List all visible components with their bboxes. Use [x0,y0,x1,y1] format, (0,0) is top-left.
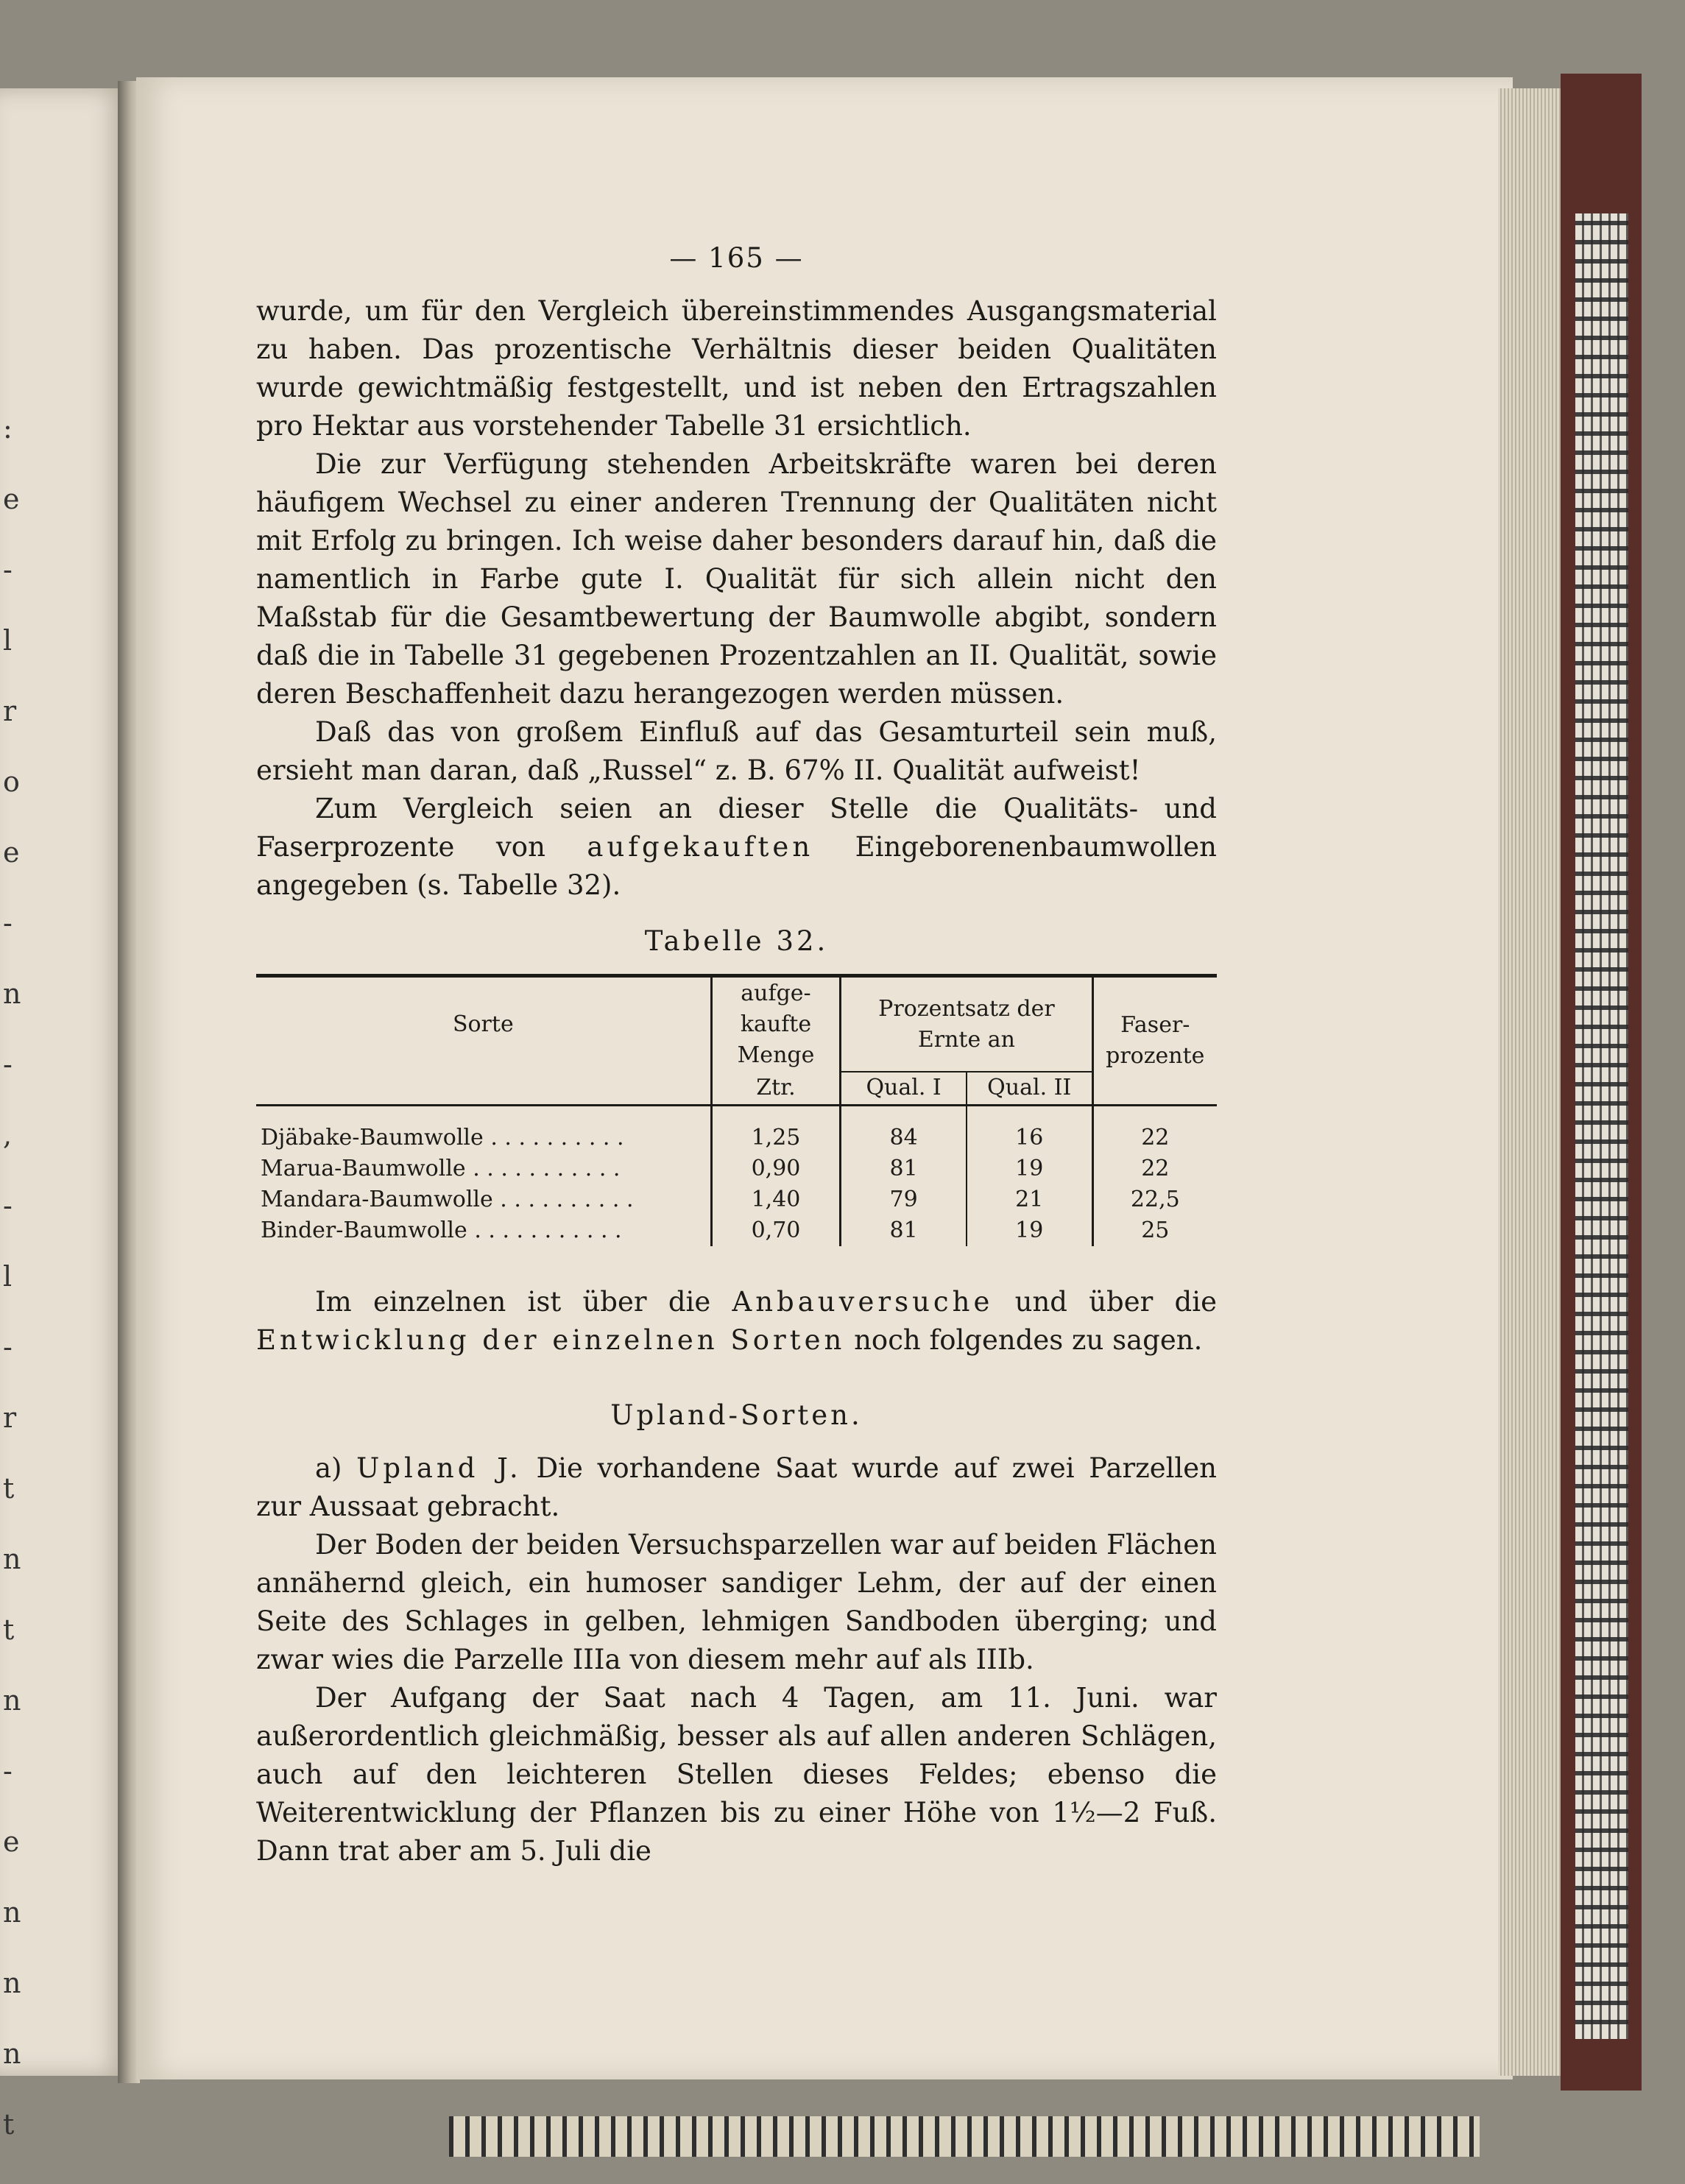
header-sorte: Sorte [452,1011,514,1037]
paragraph-8: Der Aufgang der Saat nach 4 Tagen, am 11. Juni. war außerordentlich gleichmäßig, besser als auf allen anderen Schlägen, auch auf den leichteren Stellen dieses Feldes; ebenso die Weiterentwicklung der Pflanzen bis zu einer Höhe von 1½—2 Fuß. Dann trat aber am 5. Juli die [256,1682,1217,1867]
left-page-fragment: t [3,2108,15,2141]
paragraph-5-emphasis-1: Anbauversuche [732,1286,994,1318]
paragraph-5-emphasis-2: Entwicklung der einzelnen Sorten [256,1324,846,1356]
left-page-fragment: - [3,554,13,586]
left-page-fragment: - [3,1048,13,1081]
paragraph-5-text-a: Im einzelnen ist über die [315,1286,732,1318]
left-page-fragment: n [3,1896,21,1929]
cell-sorte: Marua-Baumwolle . . . . . . . . . . . [261,1156,621,1181]
cell-sorte: Mandara-Baumwolle . . . . . . . . . . [261,1187,634,1212]
cell-sorte: Djäbake-Baumwolle . . . . . . . . . . [261,1125,624,1151]
left-page-fragment: n [3,1967,21,1999]
paragraph-6-text: Die vorhandene Saat wurde auf zwei Parzellen zur Aussaat gebracht. [256,1452,1217,1522]
table-row [256,1184,1217,1215]
page-number: — 165 — [669,242,804,274]
header-prozentsatz [841,976,1092,1072]
left-page-fragment: - [3,907,13,939]
left-page-fragment: - [3,1331,13,1363]
cell-qual1: 79 [841,1184,967,1215]
left-page-fragment: n [3,1684,21,1717]
paragraph-6-label: a) [315,1452,357,1484]
cell-qual1: 81 [841,1153,967,1184]
page-edges [1498,88,1568,2076]
left-page-fragment: o [3,766,20,798]
header-menge-unit: Ztr. [711,1072,841,1106]
table-row [256,1123,1217,1153]
cell-faser: 25 [1092,1215,1217,1246]
header-sorte-spacer [256,1072,711,1106]
header-faser-line2: prozente [1106,1043,1205,1069]
paragraph-2: Die zur Verfügung stehenden Arbeitskräfte waren bei deren häufigem Wechsel zu einer anderen Trennung der Qualitäten nicht mit Erfolg zu bringen. Ich weise daher besonders darauf hin, daß die namentlich in Farbe gute I. Qualität für sich allein nicht den Maßstab für die Gesamtbewertung der Baumwolle abgibt, sondern daß die in Tabelle 31 gegebenen Prozentzahlen an II. Qualität, sowie deren Beschaffenheit dazu herangezogen werden müssen. [256,448,1217,710]
table-row [256,1153,1217,1184]
cell-menge: 0,70 [711,1215,841,1246]
left-page-fragment: e [3,836,20,869]
header-menge-line2: kaufte [740,1011,812,1037]
paragraph-5 [256,1283,1217,1360]
paragraph-4-text-b: Eingeborenenbaumwollen angegeben (s. Tabelle 32). [256,831,1217,901]
header-menge-line3: Menge [737,1042,815,1068]
left-page-fragment: - [3,1755,13,1787]
paragraph-6-emphasis: Upland J. [356,1452,522,1484]
paragraph-3: Daß das von großem Einfluß auf das Gesamturteil sein muß, ersieht man daran, daß „Russel“ z. B. 67% II. Qualität aufweist! [256,716,1217,786]
cell-faser: 22 [1092,1123,1217,1153]
cell-qual2: 21 [967,1184,1092,1215]
page-text [256,239,1217,1870]
left-page-fragment: n [3,2038,21,2070]
paragraph-7: Der Boden der beiden Versuchsparzellen war auf beiden Flächen annähernd gleich, ein humoser sandiger Lehm, der auf der einen Seite des Schlages in gelben, lehmigen Sandboden überging; und zwar wies die Parzelle IIIa von diesem mehr auf als IIIb. [256,1529,1217,1675]
cell-faser: 22 [1092,1153,1217,1184]
header-faser [1092,976,1217,1106]
header-menge-line1: aufge- [741,980,811,1006]
paragraph-5-text-b: und über die [993,1286,1217,1318]
cell-faser: 22,5 [1092,1184,1217,1215]
cell-menge: 0,90 [711,1153,841,1184]
cell-qual2: 19 [967,1153,1092,1184]
left-page [0,88,127,2141]
marbled-edge [1575,213,1628,2039]
cell-sorte: Binder-Baumwolle . . . . . . . . . . . [261,1218,622,1243]
left-page-fragment: n [3,978,21,1010]
paragraph-4-emphasis: aufgekauften [587,831,814,863]
left-page-fragment: l [3,1260,13,1293]
cell-qual2: 16 [967,1123,1092,1153]
header-faser-line1: Faser- [1120,1012,1190,1038]
left-page-fragment: n [3,1543,21,1575]
cell-menge: 1,25 [711,1123,841,1153]
left-page-fragment: t [3,1614,15,1646]
left-page-fragment: : [3,412,13,445]
left-page-fragment: , [3,1119,13,1151]
table-caption: Tabelle 32. [644,925,829,957]
left-page-fragment: t [3,1472,15,1505]
left-page-fragment: l [3,624,13,657]
paragraph-4 [256,790,1217,905]
paragraph-1: wurde, um für den Vergleich übereinstimmendes Ausgangsmaterial zu haben. Das prozentische Verhältnis dieser beiden Qualitäten wurde gewichtmäßig festgestellt, und ist neben den Ertragszahlen pro Hektar aus vorstehender Tabelle 31 ersichtlich. [256,295,1217,442]
cell-qual2: 19 [967,1215,1092,1246]
header-menge [711,976,841,1072]
header-prozent-line2: Ernte an [917,1026,1015,1053]
header-prozent-line1: Prozentsatz der [878,995,1055,1022]
left-page-fragment: e [3,1826,20,1858]
marbled-bottom-edge [449,2116,1480,2157]
paragraph-4-text-a: Zum Vergleich seien an dieser Stelle die Qualitäts- und Faserprozente von [256,793,1217,863]
paragraph-5-text-c: noch folgendes zu sagen. [845,1324,1203,1356]
table-row [256,1215,1217,1246]
table-spacer-row [256,1106,1217,1123]
cell-qual1: 84 [841,1123,967,1153]
left-page-fragment: - [3,1190,13,1222]
section-title: Upland-Sorten. [610,1399,863,1431]
left-page-fragment: r [3,695,17,727]
cell-menge: 1,40 [711,1184,841,1215]
table-32 [256,974,1217,1246]
header-qual1: Qual. I [841,1072,967,1106]
header-qual2: Qual. II [967,1072,1092,1106]
paragraph-6 [256,1449,1217,1526]
left-page-fragment: e [3,483,20,515]
left-page-fragment: r [3,1402,17,1434]
cell-qual1: 81 [841,1215,967,1246]
